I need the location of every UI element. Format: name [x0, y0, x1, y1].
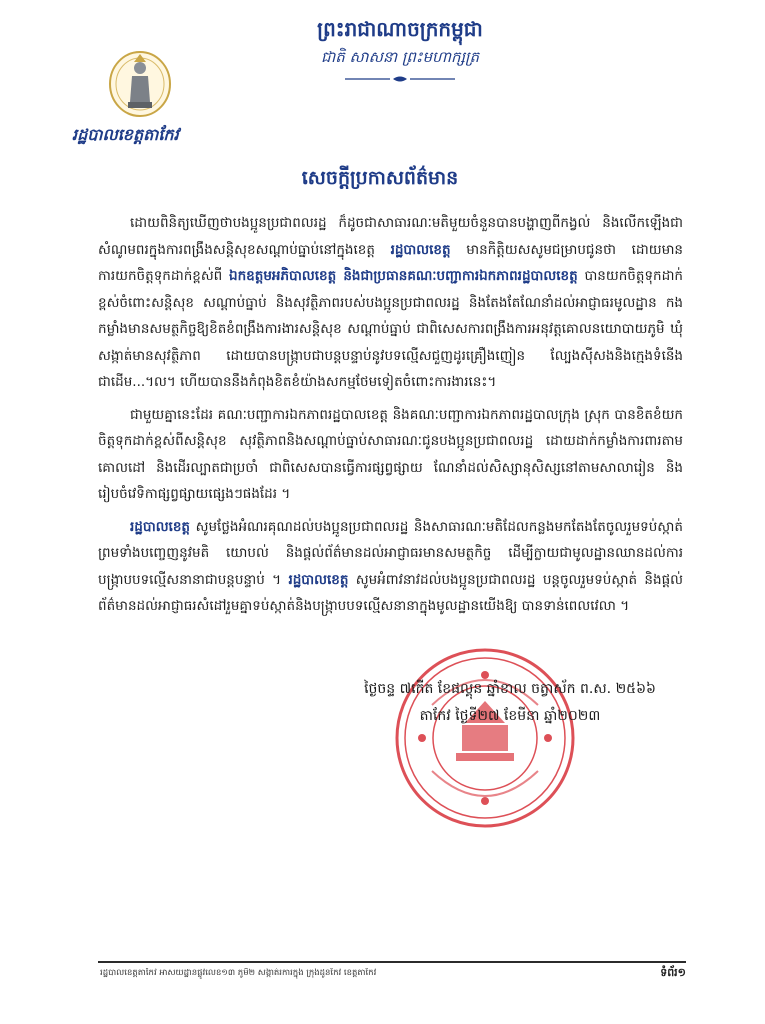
official-red-seal-icon	[392, 645, 578, 831]
paragraph-1-text-a: ដោយពិនិត្យឃើញថាបងប្អូនប្រជាពលរដ្ឋ ក៏ដូចជាសាធារណៈមតិមួយចំនួនបានបង្ហាញពីកង្វល់ និងលើកឡើងជាសំណូមពរក្នុងការពង្រឹងសន្តិសុខសណ្តាប់ធ្នាប់នៅក្នុងខេត្ត	[98, 215, 683, 258]
paragraph-2: ជាមួយគ្នានេះដែរ គណៈបញ្ជាការឯកភាពរដ្ឋបាលខេត្ត និងគណៈបញ្ជាការឯកភាពរដ្ឋបាលក្រុង ស្រុក បានខិតខំយកចិត្តទុកដាក់ខ្ពស់ពីសន្តិសុខ សុវត្ថិភាពនិងសណ្តាប់ធ្នាប់សាធារណៈជូនបងប្អូនប្រជាពលរដ្ឋ ដោយដាក់កម្លាំងការពារតាមគោលដៅ និងដើរល្បាតជាប្រចាំ ជាពិសេសបានធ្វើការផ្សព្វផ្សាយ ណែនាំដល់សិស្សានុសិស្សនៅតាមសាលារៀន និងរៀបចំវេទិកាផ្សព្វផ្សាយផ្សេងៗផងដែរ ។	[98, 406, 683, 502]
paragraph-3-text-b: សូមថ្លែងអំណរគុណដល់បងប្អូនប្រជាពលរដ្ឋ និងសាធារណៈមតិដែលកន្លងមកតែងតែចូលរួមទប់ស្កាត់ ព្រមទាំងបញ្ចេញនូវមតិ យោបល់ និងផ្តល់ព័ត៌មានដល់អាជ្ញាធរមានសមត្ថកិច្ច ដើម្បីក្លាយជាមូលដ្ឋានឈានដល់ការបង្ក្រាបបទល្មើសនានាជាបន្តបន្ទាប់ ។	[98, 518, 683, 588]
paragraph-3-text-d: សូមអំពាវនាវដល់បងប្អូនប្រជាពលរដ្ឋ បន្តចូលរួមទប់ស្កាត់ និងផ្តល់ព័ត៌មានដល់អាជ្ញាធរសំដៅរួមគ្នាទប់ស្កាត់និងបង្ក្រាបបទល្មើសនានាក្នុងមូលដ្ឋានយើងឱ្យ បានទាន់ពេលវេលា ។	[98, 571, 683, 614]
document-body	[98, 210, 683, 626]
paragraph-3	[98, 514, 683, 620]
provincial-emblem-icon	[108, 50, 172, 118]
national-motto: ជាតិ សាសនា ព្រះមហាក្សត្រ	[320, 48, 480, 66]
date-block	[360, 676, 660, 730]
solar-date: តាកែវ ថ្ងៃទី២៧ ខែមីនា ឆ្នាំ២០២៣	[419, 708, 601, 724]
lunar-date: ថ្ងៃចន្ទ ៧កើត ខែផល្គុន ឆ្នាំខាល ចត្វាស័ក ព.ស. ២៥៦៦	[364, 681, 656, 697]
motto-divider-icon	[345, 74, 455, 84]
paragraph-1-highlight-admin: រដ្ឋបាលខេត្ត	[390, 241, 451, 258]
provincial-administration-name: រដ្ឋបាលខេត្តតាកែវ	[72, 125, 179, 144]
paragraph-3-highlight-admin-c: រដ្ឋបាលខេត្ត	[288, 571, 349, 588]
paragraph-1-text-e: បានយកចិត្តទុកដាក់ខ្ពស់ចំពោះសន្តិសុខ សណ្តាប់ធ្នាប់ និងសុវត្ថិភាពរបស់បងប្អូនប្រជាពលរដ្ឋ និងតែងតែណែនាំដល់អាជ្ញាធរមូលដ្ឋាន កងកម្លាំងមានសមត្ថកិច្ចឱ្យខិតខំពង្រឹងការងារសន្តិសុខ សណ្តាប់ធ្នាប់ ជាពិសេសការពង្រឹងការអនុវត្តគោលនយោបាយភូមិ ឃុំ សង្កាត់មានសុវត្ថិភាព ដោយបានបង្ក្រាបជាបន្តបន្ទាប់នូវបទល្មើសជួញដូរគ្រឿងញៀន ល្បែងស៊ីសងនិងក្មេងទំនើងជាដើម...។ល។ ហើយបាននឹងកំពុងខិតខំយ៉ាងសកម្មថែមទៀតចំពោះការងារនេះ។	[98, 268, 684, 390]
page-number: ទំព័រ១	[660, 966, 686, 979]
footer-divider	[98, 961, 686, 963]
footer-address: រដ្ឋបាលខេត្តតាកែវ អាសយដ្ឋានផ្លូវលេខ១៣ ភូមិ២ សង្កាត់រការក្នុង ក្រុងដូនកែវ ខេត្តតាកែវ	[100, 968, 377, 978]
document-title: សេចក្តីប្រកាសព័ត៌មាន	[301, 167, 459, 189]
paragraph-1-text-c: មានកិត្តិយសសូមជម្រាបជូនថា ដោយមានការយកចិត្តទុកដាក់ខ្ពស់ពី	[98, 241, 683, 284]
paragraph-1	[98, 210, 683, 396]
paragraph-3-highlight-admin-a: រដ្ឋបាលខេត្ត	[130, 518, 190, 535]
kingdom-title: ព្រះរាជាណាចក្រកម្ពុជា	[317, 17, 483, 41]
paragraph-1-highlight-governor: ឯកឧត្តមអភិបាលខេត្ត និងជាប្រធានគណៈបញ្ជាការឯកភាពរដ្ឋបាលខេត្ត	[229, 268, 578, 284]
